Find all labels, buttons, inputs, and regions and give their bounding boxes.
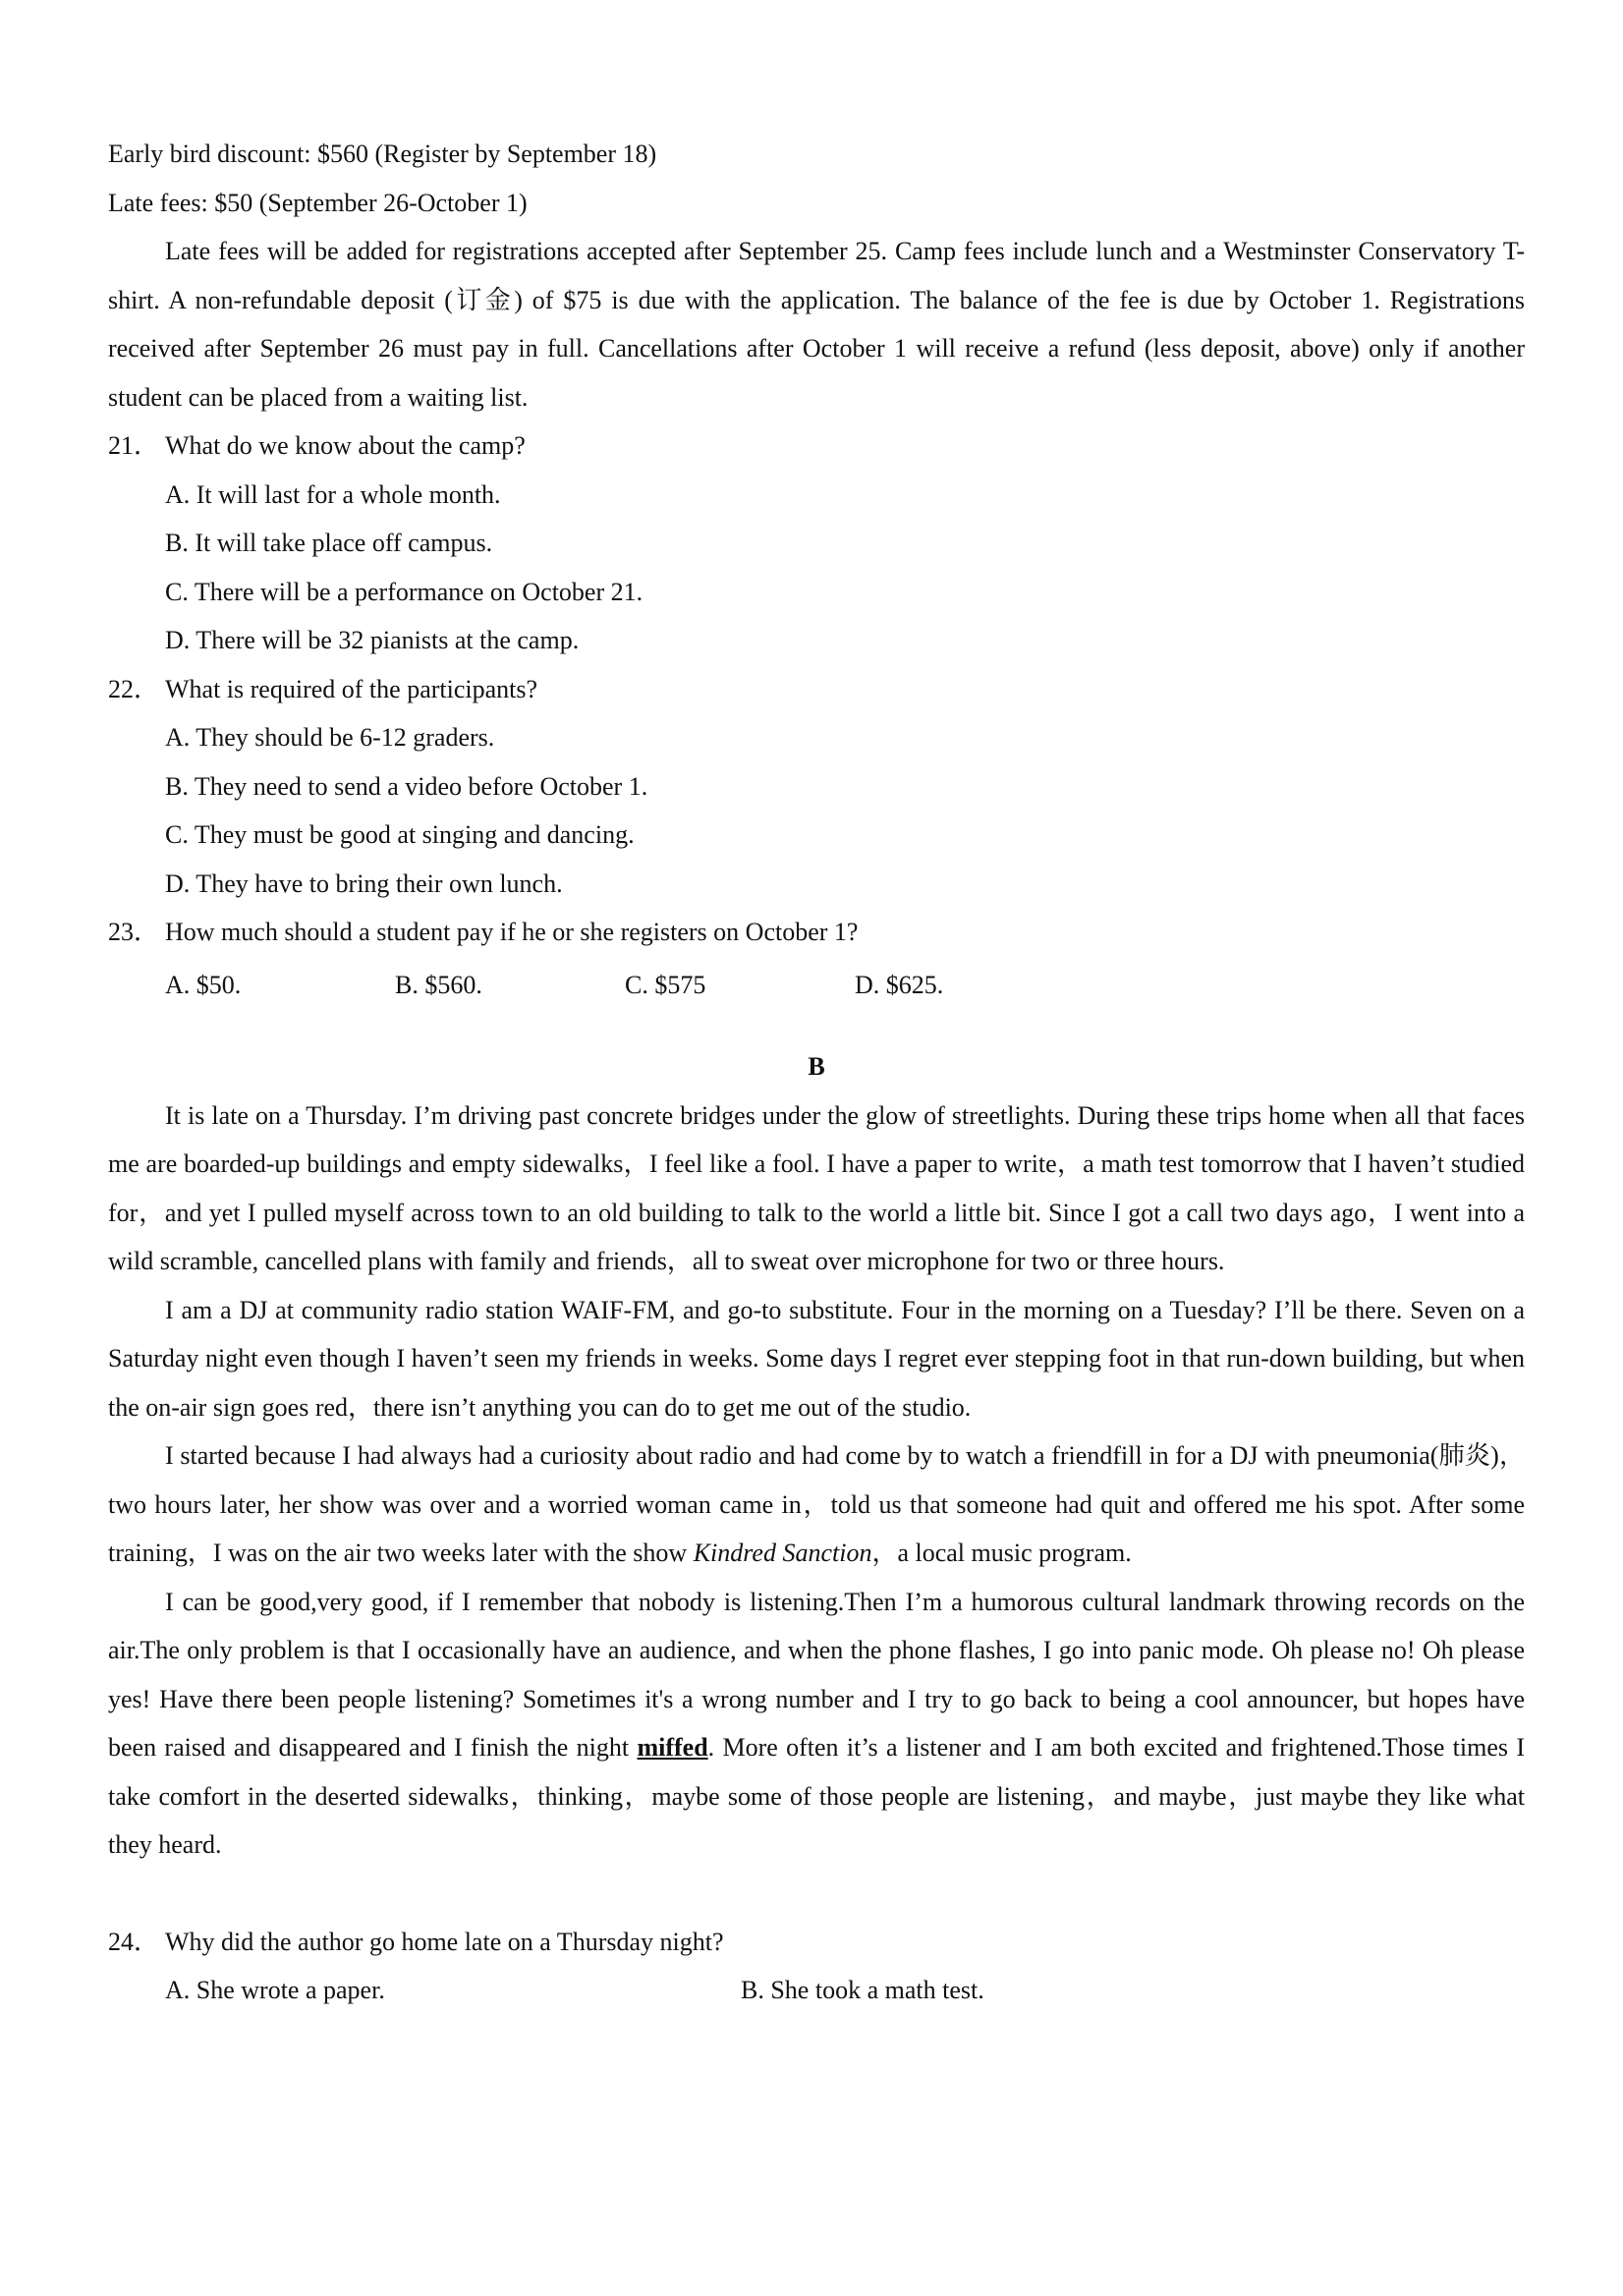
question-text: Why did the author go home late on a Thursday night? [165,1927,724,1956]
underlined-word-miffed: miffed [637,1733,708,1762]
passage-b-paragraph-1: It is late on a Thursday. I’m driving past concrete bridges under the glow of streetlights. During these trips home when all that faces me are boarded-up buildings and empty sidewalks，I feel like a fool. I have a paper to write，a math test tomorrow that I haven’t studied for，and yet I pulled myself across town to an old building to talk to the world a little bit. Since I got a call two days ago，I went into a wild scramble, cancelled plans with family and friends，all to sweat over microphone for two or three hours. [108,1100,1525,1275]
option-23-b: B. $560. [395,970,482,999]
question-number: 23． [108,918,160,946]
option-23-d: D. $625. [855,970,944,999]
spacer [108,1870,1525,1918]
question-number: 24． [108,1927,160,1956]
question-text: What is required of the participants? [165,674,538,703]
question-23 [108,908,1525,957]
paragraph-3-text-end: ，a local music program. [871,1539,1132,1567]
paragraph-4-text: I can be good,very good, if I remember that nobody is listening.Then I’m a humorous cultural landmark throwing records on the air.The only problem is that I occasionally have an audience, and when the phone flashes, I go into panic mode. Oh please no! Oh please yes! Have there been people listening? Sometimes it's a wrong number and I try to go back to being a cool announcer, but hopes have been raised and disappeared and I finish the night [108,1587,1525,1762]
option-22-d: D. They have to bring their own lunch. [165,868,563,898]
passage-b-paragraph-4 [108,1578,1525,1870]
option-23-a: A. $50. [165,970,242,999]
option-22-a: A. They should be 6-12 graders. [165,723,495,752]
option-24-a: A. She wrote a paper. [165,1976,385,2004]
option-22-c: C. They must be good at singing and dancing. [165,820,635,849]
options-24 [165,1966,1525,2015]
question-22 [108,665,1525,714]
question-number: 22． [108,674,160,703]
passage-b-paragraph-3 [108,1431,1525,1578]
option-21-b: B. It will take place off campus. [165,529,493,557]
passage-b-paragraph-2: I am a DJ at community radio station WAIF-FM, and go-to substitute. Four in the morning on a Tuesday? I’ll be there. Seven on a Saturday night even though I haven’t seen my friends in weeks. Some days I regret ever stepping foot in that run-down building, but when the on-air sign goes red，there isn’t anything you can do to get me out of the studio. [108,1295,1525,1422]
option-22-b: B. They need to send a video before October 1. [165,771,648,801]
question-24 [108,1918,1525,1967]
question-text: What do we know about the camp? [165,431,526,460]
option-21-d: D. There will be 32 pianists at the camp. [165,626,580,654]
early-bird-line: Early bird discount: $560 (Register by September 18) [108,140,657,168]
late-fees-line: Late fees: $50 (September 26-October 1) [108,188,528,217]
option-24-b: B. She took a math test. [741,1976,984,2004]
exam-page [108,130,1525,2015]
paragraph-3-text: I started because I had always had a curiosity about radio and had come by to watch a friendfill in for a DJ with pneumonia(肺炎)，two hours later, her show was over and a worried woman came in，told us that someone had quit and offered me his spot. After some training，I was on the air two weeks later with the show [108,1441,1525,1567]
question-21 [108,421,1525,471]
fees-paragraph: Late fees will be added for registrations accepted after September 25. Camp fees include lunch and a Westminster Conservatory T-shirt. A non-refundable deposit (订金) of $75 is due with the application. The balance of the fee is due by October 1. Registrations received after September 26 must pay in full. Cancellations after October 1 will receive a refund (less deposit, above) only if another student can be placed from a waiting list. [108,237,1525,412]
options-23 [165,957,1525,1010]
section-b-title: B [808,1052,825,1081]
paragraph-4-text-end: . More often it’s a listener and I am both excited and frightened.Those times I take comfort in the deserted sidewalks，thinking，maybe some of those people are listening，and maybe，just maybe they like what they heard. [108,1733,1525,1859]
option-23-c: C. $575 [625,970,706,999]
question-number: 21． [108,431,160,460]
question-text: How much should a student pay if he or she registers on October 1? [165,918,859,946]
show-title: Kindred Sanction [693,1539,872,1567]
option-21-c: C. There will be a performance on October 21. [165,577,644,606]
option-21-a: A. It will last for a whole month. [165,479,501,509]
